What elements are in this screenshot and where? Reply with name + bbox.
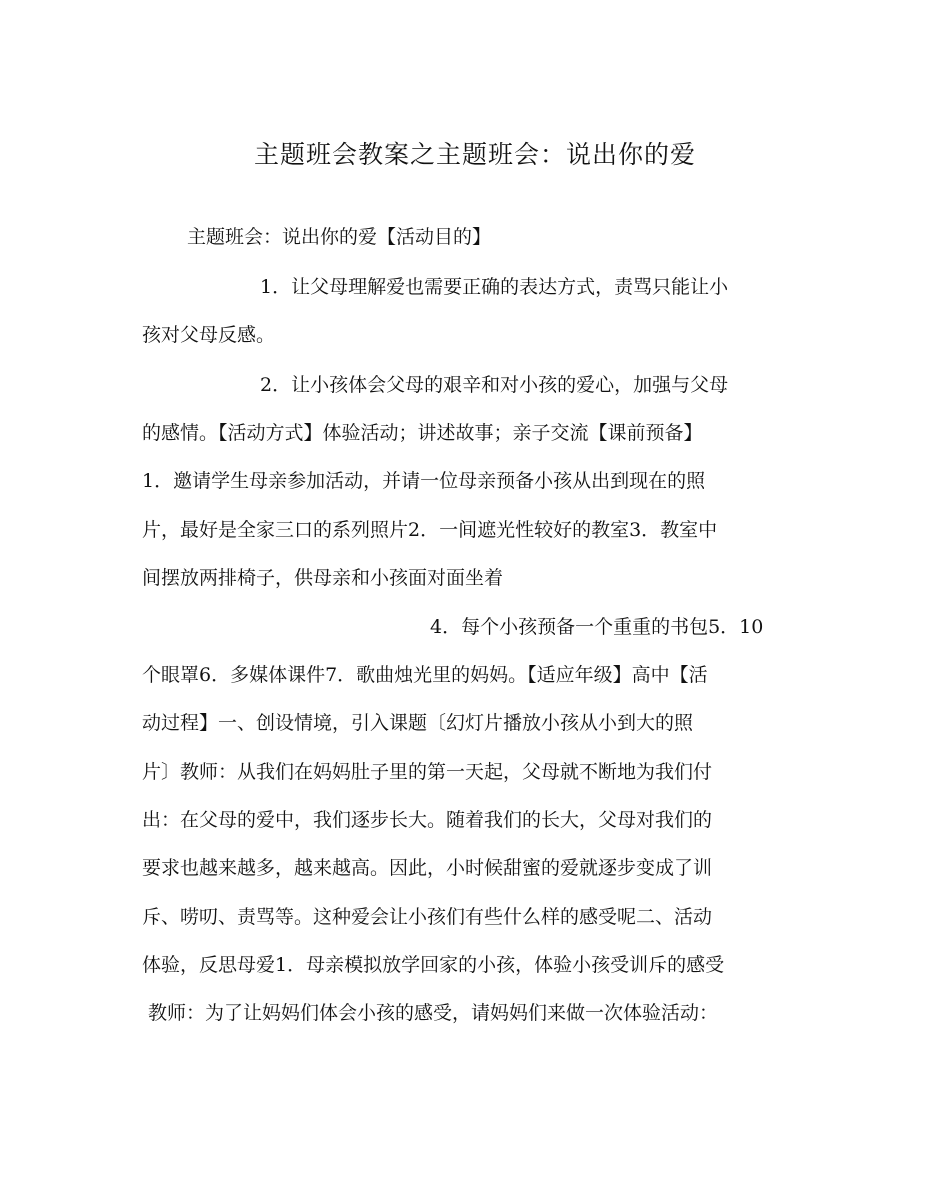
text-line: 片〕教师：从我们在妈妈肚子里的第一天起，父母就不断地为我们付 [142,761,713,783]
text-line: 2．让小孩体会父母的艰辛和对小孩的爱心，加强与父母 [260,374,729,396]
text-line: 1．邀请学生母亲参加活动，并请一位母亲预备小孩从出到现在的照 [142,470,706,492]
text-line: 片，最好是全家三口的系列照片2．一间遮光性较好的教室3．教室中 [142,519,718,541]
text-line: 体验，反思母爱1．母亲模拟放学回家的小孩，体验小孩受训斥的感受 [142,954,725,976]
text-line: 孩对父母反感。 [142,324,276,346]
text-line: 1．让父母理解爱也需要正确的表达方式，责骂只能让小 [260,276,729,298]
text-line: 的感情。【活动方式】体验活动；讲述故事；亲子交流【课前预备】 [142,422,703,444]
text-line: 出：在父母的爱中，我们逐步长大。随着我们的长大，父母对我们的 [142,809,713,831]
text-line: 4．每个小孩预备一个重重的书包5．10 [430,616,764,638]
text-line: 教师：为了让妈妈们体会小孩的感受，请妈妈们来做一次体验活动： [148,1002,719,1024]
text-line: 斥、唠叨、责骂等。这种爱会让小孩们有些什么样的感受呢二、活动 [142,906,713,928]
text-line: 主题班会：说出你的爱【活动目的】 [187,226,492,248]
text-line: 个眼罩6．多媒体课件7．歌曲烛光里的妈妈。【适应年级】高中【活 [142,664,708,686]
text-line: 动过程】一、创设情境，引入课题〔幻灯片播放小孩从小到大的照 [142,712,694,734]
document-title: 主题班会教案之主题班会：说出你的爱 [253,140,696,169]
text-line: 间摆放两排椅子，供母亲和小孩面对面坐着 [142,567,504,589]
text-line: 要求也越来越多，越来越高。因此，小时候甜蜜的爱就逐步变成了训 [142,857,713,879]
